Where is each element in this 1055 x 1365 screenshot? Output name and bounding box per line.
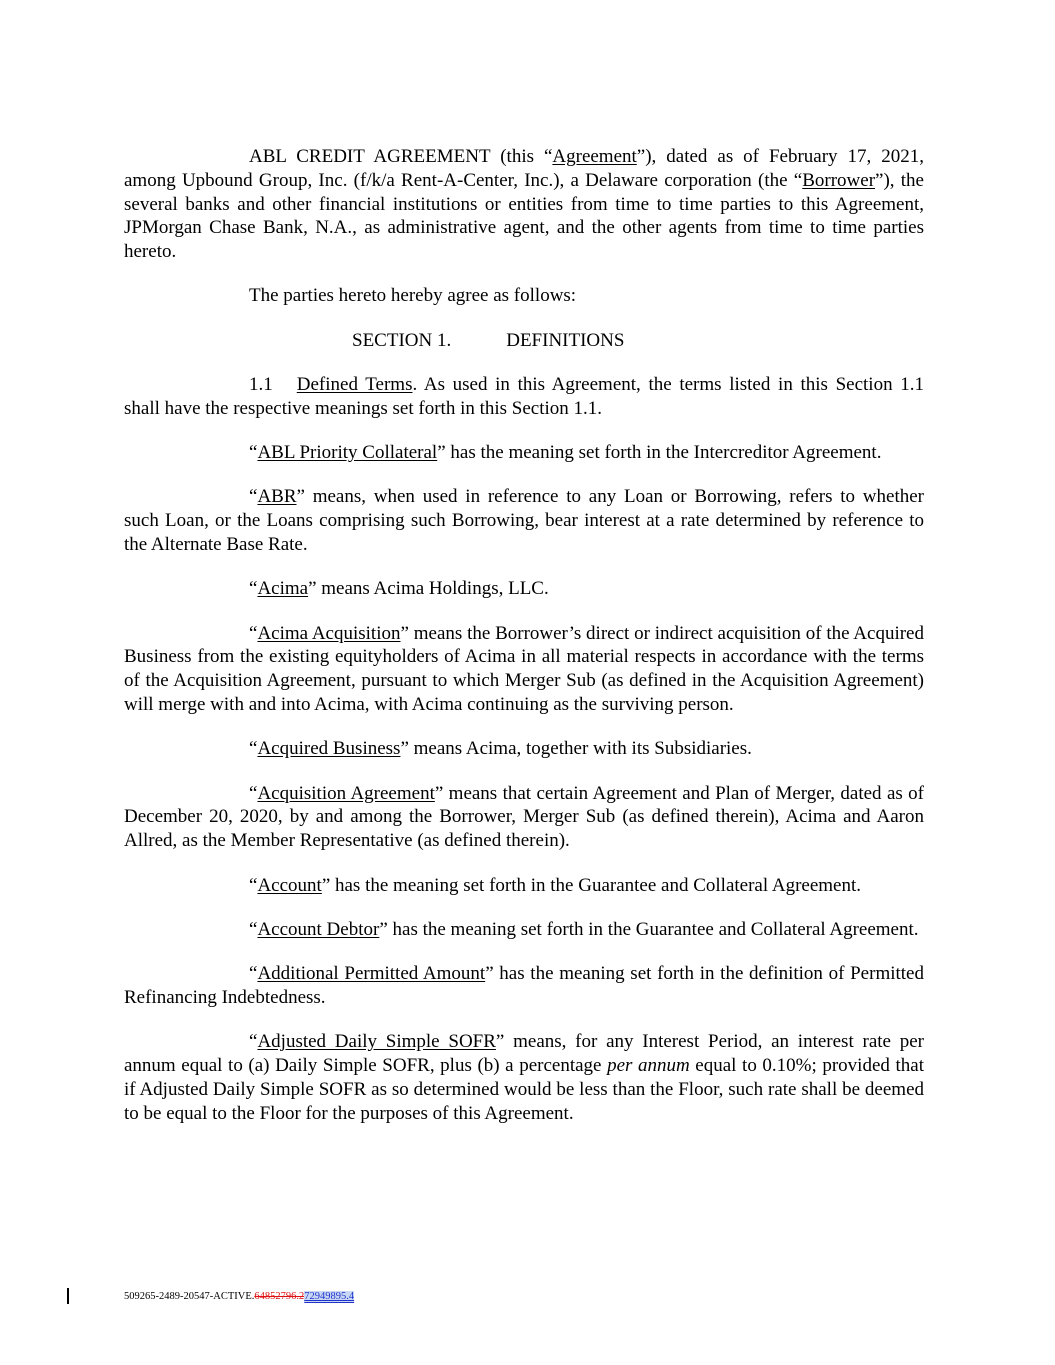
footer-deleted-version: 64852796.2 — [254, 1291, 305, 1302]
section-title: DEFINITIONS — [506, 329, 625, 351]
definition-term: Account — [257, 874, 322, 896]
definition: “Adjusted Daily Simple SOFR” means, for any Interest Period, an interest rate per annum equal to (a) Daily Simple SOFR, plus (b) a percentage per annum equal to 0.10%; provided that if Adjusted Daily Simple SOFR as so determined would be less than the Floor, such rate shall be deemed to be equal to the Floor for the purposes of this Agreement. — [124, 1031, 924, 1124]
definition-text: ” means the Borrower’s direct or indirect acquisition of the Acquired Business from the existing equityholders of Acima in all material respects in accordance with the terms of the Acquisition Agreement, pursuant to which Merger Sub (as defined in the Acquisition Agreement) will merge with and into Acima, with Acima continuing as the surviving person. — [124, 622, 924, 716]
definition: “Acima” means Acima Holdings, LLC. — [249, 578, 549, 600]
intro-text-3: ”), the several banks and other financial institutions or entities from time to time parties to this Agreement, JPMorgan Chase Bank, N.A., as administrative agent, and the other agents from time to time parties hereto. — [124, 169, 924, 263]
agree-paragraph: The parties hereto hereby agree as follows: — [249, 285, 577, 307]
subsection-text: . As used in this Agreement, the terms listed in this Section 1.1 shall have the respective meanings set forth in this Section 1.1. — [124, 374, 925, 419]
defined-term-borrower: Borrower — [802, 169, 876, 191]
intro-text-1: ABL CREDIT AGREEMENT (this “ — [249, 146, 553, 167]
definition-text-2: equal to 0.10%; provided that if Adjusted Daily Simple SOFR as so determined would be less than the Floor, such rate shall be deemed to be equal to the Floor for the purposes of this Agreement. — [124, 1055, 924, 1124]
definition-term: Additional Permitted Amount — [257, 963, 486, 985]
definition: “Additional Permitted Amount” has the meaning set forth in the definition of Permitted Refinancing Indebtedness. — [124, 963, 924, 1008]
definition: “Account” has the meaning set forth in the Guarantee and Collateral Agreement. — [249, 874, 862, 896]
subsection-heading: Defined Terms — [296, 374, 413, 396]
section-number: SECTION 1. — [352, 329, 452, 351]
section-heading — [124, 329, 924, 353]
definition: “Acquired Business” means Acima, together with its Subsidiaries. — [249, 738, 752, 760]
definition: “Account Debtor” has the meaning set forth in the Guarantee and Collateral Agreement. — [249, 918, 919, 940]
definition: “Acima Acquisition” means the Borrower’s direct or indirect acquisition of the Acquired Business from the existing equityholders of Acima in all material respects in accordance with the terms of the Acquisition Agreement, pursuant to which Merger Sub (as defined in the Acquisition Agreement) will merge with and into Acima, with Acima continuing as the surviving person. — [124, 622, 924, 716]
definition-term: Acquisition Agreement — [257, 782, 435, 804]
definition-term: Acima Acquisition — [257, 622, 401, 644]
definition-text: ” means, for any Interest Period, an interest rate per annum equal to (a) Daily Simple SOFR, plus (b) a percentage — [124, 1031, 924, 1077]
definition-text: ” means that certain Agreement and Plan of Merger, dated as of December 20, 2020, by and among the Borrower, Merger Sub (as defined therein), Acima and Aaron Allred, as the Member Representative (as defined therein). — [124, 782, 924, 852]
definition-text: ” has the meaning set forth in the Intercreditor Agreement. — [437, 442, 882, 464]
subsection-number: 1.1 — [249, 374, 273, 396]
document-footer-id — [124, 1291, 354, 1302]
definition-text: ” has the meaning set forth in the definition of Permitted Refinancing Indebtedness. — [124, 963, 924, 1008]
definition-italic: per annum — [607, 1055, 690, 1077]
definition-text: ” has the meaning set forth in the Guarantee and Collateral Agreement. — [321, 874, 862, 896]
defined-terms-paragraph — [124, 373, 924, 421]
definition: “Acquisition Agreement” means that certain Agreement and Plan of Merger, dated as of December 20, 2020, by and among the Borrower, Merger Sub (as defined therein), Acima and Aaron Allred, as the Member Representative (as defined therein). — [124, 782, 924, 852]
definition: “ABL Priority Collateral” has the meaning set forth in the Intercreditor Agreement. — [249, 442, 882, 464]
definition-text: ” means, when used in reference to any Loan or Borrowing, refers to whether such Loan, or the Loans comprising such Borrowing, bear interest at a rate determined by reference to the Alternate Base Rate. — [124, 486, 924, 556]
definition-term: Account Debtor — [257, 918, 380, 940]
intro-paragraph — [124, 145, 924, 264]
definition: “ABR” means, when used in reference to any Loan or Borrowing, refers to whether such Loan, or the Loans comprising such Borrowing, bear interest at a rate determined by reference to the Alternate Base Rate. — [124, 486, 924, 556]
defined-term-agreement: Agreement — [552, 146, 637, 167]
intro-text-2: ”), dated as of February 17, 2021, among Upbound Group, Inc. (f/k/a Rent-A-Center, Inc.), a Delaware corporation (the “ — [124, 146, 924, 191]
definition-text: ” means Acima, together with its Subsidiaries. — [400, 738, 752, 760]
document-page — [124, 145, 924, 1146]
definition-term: Acima — [257, 578, 309, 600]
definition-term: ABL Priority Collateral — [257, 442, 438, 464]
definition-text: ” has the meaning set forth in the Guarantee and Collateral Agreement. — [379, 918, 919, 940]
definition-term: Adjusted Daily Simple SOFR — [257, 1031, 496, 1053]
footer-inserted-version: 72949895.4 — [304, 1291, 355, 1302]
footer-doc-id: 509265-2489-20547-ACTIVE. — [124, 1291, 255, 1302]
definition-term: ABR — [257, 486, 297, 508]
change-bar — [67, 1288, 69, 1304]
definition-text: ” means Acima Holdings, LLC. — [308, 578, 549, 600]
definition-term: Acquired Business — [257, 738, 401, 760]
